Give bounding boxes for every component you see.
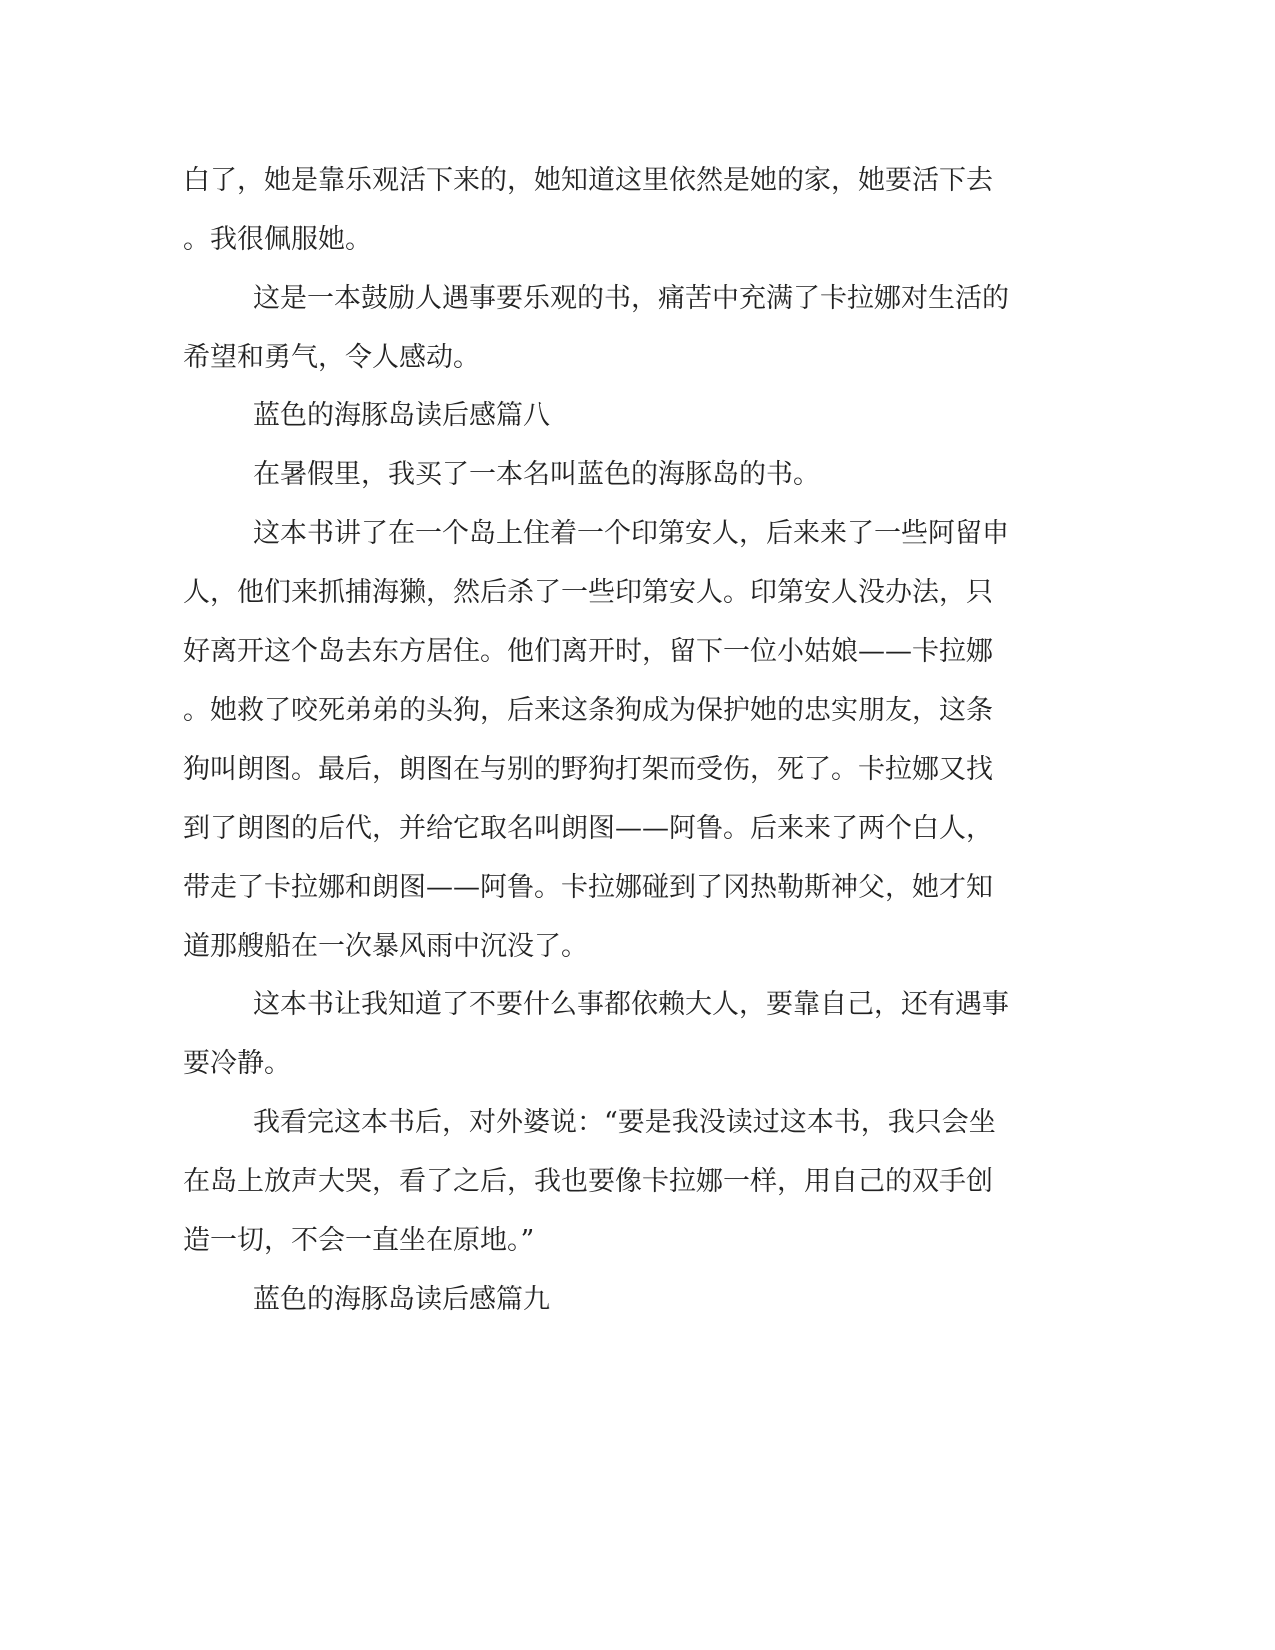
paragraph-first-line: 我看完这本书后，对外婆说：“要是我没读过这本书，我只会坐 bbox=[253, 1107, 996, 1138]
text-line: 道那艘船在一次暴风雨中沉没了。 bbox=[183, 931, 588, 962]
paragraph-first-line: 这本书讲了在一个岛上住着一个印第安人，后来来了一些阿留申 bbox=[253, 518, 1009, 549]
text-line: 造一切，不会一直坐在原地。” bbox=[183, 1225, 535, 1256]
paragraph-first-line: 这本书让我知道了不要什么事都依赖大人，要靠自己，还有遇事 bbox=[253, 989, 1009, 1020]
section-heading: 蓝色的海豚岛读后感篇九 bbox=[253, 1284, 550, 1315]
text-line: 。她救了咬死弟弟的头狗，后来这条狗成为保护她的忠实朋友，这条 bbox=[183, 695, 993, 726]
text-line: 人，他们来抓捕海獭，然后杀了一些印第安人。印第安人没办法，只 bbox=[183, 577, 993, 608]
text-line: 狗叫朗图。最后，朗图在与别的野狗打架而受伤，死了。卡拉娜又找 bbox=[183, 754, 993, 785]
paragraph-first-line: 这是一本鼓励人遇事要乐观的书，痛苦中充满了卡拉娜对生活的 bbox=[253, 283, 1009, 314]
text-line: 要冷静。 bbox=[183, 1048, 291, 1079]
text-line: 希望和勇气，令人感动。 bbox=[183, 342, 480, 373]
text-line: 白了，她是靠乐观活下来的，她知道这里依然是她的家，她要活下去 bbox=[183, 165, 993, 196]
section-heading: 蓝色的海豚岛读后感篇八 bbox=[253, 400, 550, 431]
text-line: 到了朗图的后代，并给它取名叫朗图——阿鲁。后来来了两个白人， bbox=[183, 813, 993, 844]
paragraph-first-line: 在暑假里，我买了一本名叫蓝色的海豚岛的书。 bbox=[253, 459, 820, 490]
text-line: 好离开这个岛去东方居住。他们离开时，留下一位小姑娘——卡拉娜 bbox=[183, 636, 993, 667]
text-line: 。我很佩服她。 bbox=[183, 224, 372, 255]
text-line: 带走了卡拉娜和朗图——阿鲁。卡拉娜碰到了冈热勒斯神父，她才知 bbox=[183, 872, 993, 903]
text-line: 在岛上放声大哭，看了之后，我也要像卡拉娜一样，用自己的双手创 bbox=[183, 1166, 993, 1197]
